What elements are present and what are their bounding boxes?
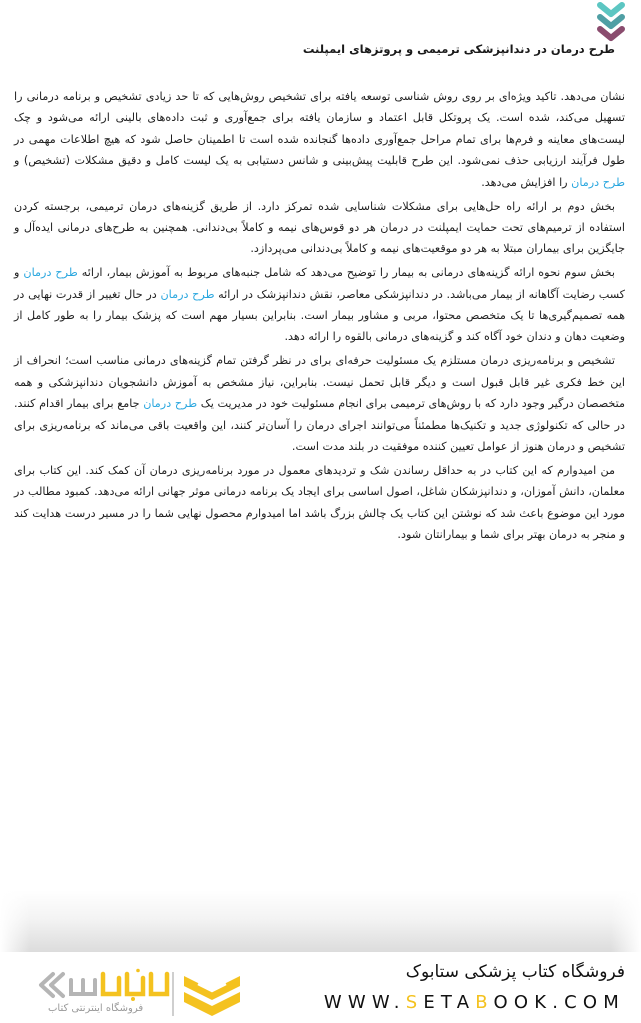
logo-divider [172, 972, 174, 1016]
paragraph-text: را افزایش می‌دهد. [481, 175, 572, 189]
logo-tagline: فروشگاه اینترنتی کتاب [48, 1003, 144, 1014]
highlighted-term: طرح درمان [160, 287, 215, 301]
url-accent-letter: B [475, 992, 494, 1013]
highlighted-term: طرح درمان [143, 397, 198, 411]
store-footer [0, 952, 641, 1023]
paragraph-text: جامع برای بیمار اقدام کنند. در حالی که تکنولوژی جدید و تکنیک‌ها مطمئناً می‌توانند اجرای درمان را آسان‌تر کنند، این واقعیت باقی می‌ماند که برنامه‌ریزی برای تشخیص و درمان هنوز از عوامل تعیین کننده موفقیت در بلند مدت است. [14, 397, 625, 453]
paragraph-1 [14, 86, 625, 193]
page-bottom-shadow [0, 890, 641, 952]
store-name: فروشگاه کتاب پزشکی ستابوک [405, 962, 625, 982]
book-title: طرح درمان در دندانپزشکی ترمیمی و پروتزهای ایمپلنت [302, 42, 615, 56]
paragraph-text: در حال تغییر از قدرت نهایی در همه تصمیم‌گیری‌ها تا یک متخصص محتوا، مربی و مشاور بیمار است. بنابراین بسیار مهم است که پزشک بیمار را به طور کامل از وضعیت دهان و دندان خود آگاه کند و گزینه‌های درمانی بالقوه را ارائه دهد. [14, 287, 625, 344]
setabook-logo[interactable] [30, 968, 250, 1020]
store-url-link[interactable] [324, 992, 625, 1013]
paragraph-text: تشخیص و برنامه‌ریزی درمان مستلزم یک مسئولیت حرفه‌ای برای در نظر گرفتن تمام گزینه‌های درمانی مناسب است؛ انحراف از این خط فکری غیر قابل قبول است و دیگر قابل تحمل نیست. بنابراین، نیاز مشخص به آموزش دانشجویان دندانپزشکی و همه متخصصان درگیر وجود دارد که با روش‌های ترمیمی برای انجام مسئولیت خود در مدیریت یک [14, 354, 626, 411]
paragraph-text: من امیدوارم که این کتاب در به حداقل رساندن شک و تردیدهای معمول در مورد برنامه‌ریزی درمان آن کمک کند. این کتاب برای معلمان، دانش آموزان، و دندانپزشکان شاغل، اصول اساسی برای ایجاد یک برنامه درمانی موثر جهانی ارائه می‌دهد. کمبود مطالب در مورد این موضوع باعث شد که نوشتن این کتاب یک چالش بزرگ باشد اما امیدوارم محصول نهایی شما را در مسیر درست هدایت کند و منجر به درمان بهتر برای شما و بیمارانتان شود. [14, 463, 625, 542]
paragraph-text: بخش سوم نحوه ارائه گزینه‌های درمانی به بیمار را توضیح می‌دهد که شامل جنبه‌های مربوط به آموزش بیمار، ارائه [77, 266, 615, 280]
triple-chevron-down-icon [597, 2, 625, 44]
paragraph-3 [14, 262, 625, 348]
setabook-wordmark-icon [35, 968, 175, 1002]
setabook-mark-icon [180, 972, 244, 1016]
paragraph-text: بخش دوم بر ارائه راه حل‌هایی برای مشکلات شناسایی شده تمرکز دارد. از طریق گزینه‌های درمان ترمیمی، برجسته کردن استفاده از ترمیم‌های تحت حمایت ایمپلنت در درمان هر دو قوس‌های نیمه و کاملاً بی‌دندانی. همچنین به طرح‌های درمانی ایده‌آل و جایگزین برای بیماران مبتلا به هر دو موقعیت‌های نیمه و کاملاً بی‌دندانی می‌پردازد. [14, 199, 625, 256]
page-content [14, 86, 625, 548]
paragraph-text: و کسب رضایت آگاهانه از بیمار می‌باشد. در دندانپزشکی معاصر، نقش دندانپزشک در ارائه [14, 266, 625, 301]
url-part: WWW. [323, 992, 406, 1013]
paragraph-text: نشان می‌دهد. تاکید ویژه‌ای بر روی روش شناسی توسعه یافته برای تشخیص روش‌هایی که تا حد زیادی تشخیص و برنامه درمانی را تسهیل می‌کند، شده است. یک پروتکل قابل اعتماد و سازمان یافته برای جمع‌آوری و ثبت داده‌های بالینی ارائه می‌شود و چک لیست‌های معاینه و فرم‌ها برای تمام مراحل جمع‌آوری داده‌ها گنجانده شده است تا اطمینان حاصل شود که هیچ اطلاعات مهمی در طول فرآیند ارزیابی حذف نمی‌شود. این طرح قابلیت پیش‌بینی و شانس دستیابی به یک لیست کامل و دقیق مشکلات (تشخیص) و [14, 90, 625, 168]
highlighted-term: طرح درمان [23, 266, 78, 280]
url-accent-letter: S [405, 992, 424, 1013]
url-part: OOK.COM [493, 992, 625, 1013]
paragraph-2 [14, 196, 625, 260]
paragraph-4 [14, 350, 625, 457]
paragraph-5 [14, 460, 625, 546]
highlighted-term: طرح درمان [571, 175, 625, 189]
url-part: ETA [423, 992, 476, 1013]
